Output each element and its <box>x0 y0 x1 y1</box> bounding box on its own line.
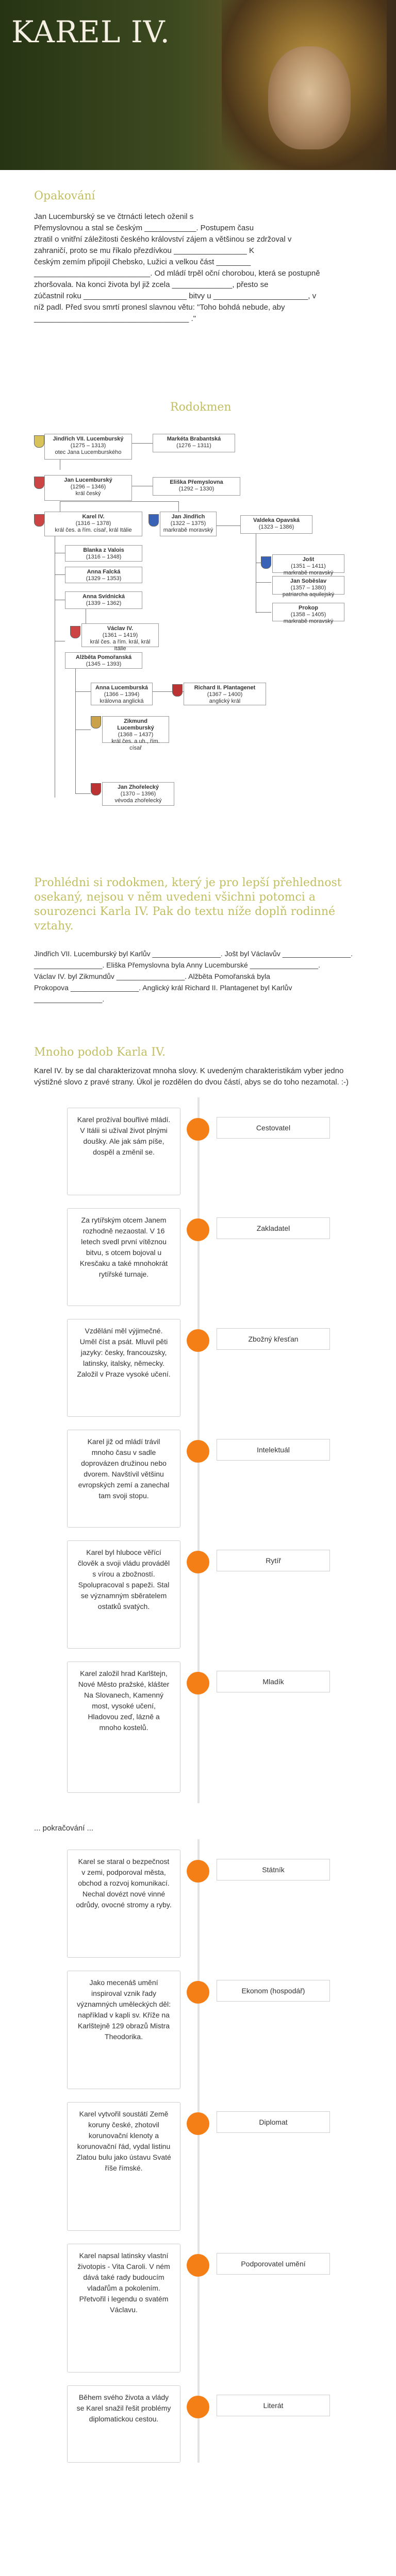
word-option[interactable]: Mladík <box>217 1671 330 1692</box>
word-option[interactable]: Rytíř <box>217 1550 330 1571</box>
word-option[interactable]: Podporovatel umění <box>217 2253 330 2275</box>
timeline-dot <box>187 1981 209 2004</box>
tree-node: Prokop (1358 – 1405) markrabě moravský <box>272 603 344 621</box>
text-line: Jan Lucemburský se ve čtrnácti letech oženil s <box>34 212 194 221</box>
text-line: Jindřich VII. Lucemburský byl Karlův _________________. Jošt byl Václavův _________________. <box>34 950 353 958</box>
tree-node: Václav IV. (1361 – 1419) král čes. a řím. král, král Itálie <box>81 623 159 647</box>
timeline-dot <box>187 1860 209 1883</box>
text-line: Václav IV. byl Zikmundův _________________. Alžběta Pomořanská byla <box>34 972 270 980</box>
characteristic-card: Karel napsal latinsky vlastní životopis - Vita Caroli. V ném dává také rady budoucím vladařům a pokolením. Přetvořil i legendu o svatém Václavu. <box>67 2244 180 2372</box>
characteristic-card: Vzdělání měl výjimečné. Uměl číst a psát. Mluvil pěti jazyky: česky, francouzsky, latinsky, italsky, německy. Založil v Praze vysoké učení. <box>67 1319 180 1417</box>
characteristic-card: Karel prožíval bouřlivé mládí. V Itálii si užíval život plnými doušky. Ale jak sám píše, dospěl a změnil se. <box>67 1108 180 1195</box>
characteristic-card: Karel vytvořil soustátí Země koruny české, zhotovil korunovační klenoty a korunovační řád, vydal listinu Zlatou bulu jako ústavu Svaté říše římské. <box>67 2102 180 2231</box>
characteristic-card: Jako mecenáš umění inspiroval vznik řady významných uměleckých děl: například v kapli sv. Kříže na Karlštejně 129 obrazů Mistra Theodorika. <box>67 1971 180 2089</box>
text-line: ____________________________________ ." <box>34 314 196 323</box>
timeline-dot <box>187 1218 209 1241</box>
tree-node: Anna Lucemburská (1366 – 1394) královna anglická <box>91 683 153 705</box>
tree-node: Karel IV. (1316 – 1378) král čes. a řím. císař, král Itálie <box>44 512 142 536</box>
tree-node: Markéta Brabantská (1276 – 1311) <box>153 434 235 452</box>
family-task-text <box>34 948 359 1005</box>
section-heading-opakovani: Opakování <box>34 190 95 202</box>
mnoho-intro: Karel IV. by se dal charakterizovat mnoha slovy. K uvedeným charakteristikám vyber jedno výstižné slovo z pravé strany. Úkol je rozdělen do dvou částí, abys se do toho nezamotal. :-) <box>34 1066 349 1087</box>
timeline-dot <box>187 1551 209 1573</box>
text-line: zúčastnil roku ________________________ bitvy u ______________________, v <box>34 292 317 300</box>
tree-node: Jan Soběslav (1357 – 1380) patriarcha aquilejský <box>272 576 344 595</box>
timeline-dot <box>187 1118 209 1141</box>
text-line: _________________. Eliška Přemyslovna byla Anny Lucemburské _________________. <box>34 961 320 969</box>
word-option[interactable]: Zbožný křesťan <box>217 1328 330 1350</box>
text-line: Prokopova _________________. Anglický král Richard II. Plantagenet byl Karlův _________________. <box>34 984 292 1003</box>
text-line: zahraničí, proto se mu říkalo přezdívkou _________________ K <box>34 246 254 255</box>
tree-node: Anna Svídnická (1339 – 1362) <box>65 591 142 609</box>
characteristic-card: Karel již od mládí trávil mnoho času v sadle doprovázen družinou nebo dvorem. Navštívil většinu evropských zemí a zanechal tam svoji stopu. <box>67 1430 180 1528</box>
timeline-dot <box>187 2254 209 2277</box>
word-option[interactable]: Diplomat <box>217 2111 330 2133</box>
section-heading-rodokmen: Rodokmen <box>170 401 232 414</box>
word-option[interactable]: Státník <box>217 1859 330 1880</box>
timeline-dot <box>187 1440 209 1463</box>
tree-node: Jindřich VII. Lucemburský (1275 – 1313) otec Jana Lucemburského <box>44 434 132 460</box>
characteristic-card: Během svého života a vlády se Karel snažil řešit problémy diplomatickou cestou. <box>67 2385 180 2463</box>
characteristic-card: Karel založil hrad Karlštejn, Nové Město pražské, klášter Na Slovanech, Kamenný most, vysoké učení, Hladovou zeď, lázně a mnoho kostelů. <box>67 1662 180 1793</box>
text-line: českým zemím připojil Chebsko, Lužici a velkou část ________ <box>34 258 251 266</box>
timeline-dot <box>187 1329 209 1352</box>
text-line: ztratil o vnitřní záležitosti českého království zájem a většinou se zdržoval v <box>34 235 292 244</box>
characteristic-card: Za rytířským otcem Janem rozhodně nezaostal. V 16 letech svedl první vítěznou bitvu, s otcem bojoval u Kresčaku a také mnohokrát rytířské turnaje. <box>67 1208 180 1306</box>
section-heading-mnoho-podob: Mnoho podob Karla IV. <box>34 1046 166 1059</box>
family-task-instruction: Prohlédni si rodokmen, který je pro lepší přehlednost osekaný, nejsou v něm uvedeni všichni potomci a sourozenci Karla IV. Pak do textu níže doplň rodinné vztahy. <box>34 876 342 933</box>
header-banner <box>0 0 396 170</box>
coat-of-arms-icon <box>34 477 44 489</box>
timeline-dot <box>187 2112 209 2135</box>
word-option[interactable]: Intelektuál <box>217 1439 330 1461</box>
tree-node: Jan Jindřich (1322 – 1375) markrabě moravský <box>160 512 217 536</box>
tree-node: Jan Lucemburský (1296 – 1346) král český <box>44 475 132 501</box>
tree-node: Blanka z Valois (1316 – 1348) <box>65 545 142 562</box>
text-line: ___________________________. Od mládí trpěl oční chorobou, která se postupně <box>34 269 320 278</box>
text-line: níž padl. Před svou smrtí pronesl slavnou větu: "Toho bohdá nebude, aby <box>34 303 285 312</box>
word-option[interactable]: Ekonom (hospodář) <box>217 1980 330 2002</box>
characteristic-card: Karel se staral o bezpečnost v zemi, podporoval města, obchod a rozvoj komunikací. Nechal dovézt nové vinné odrůdy, ovocné stromy a ryby. <box>67 1850 180 1958</box>
tree-node: Valdeka Opavská (1323 – 1386) <box>240 515 312 534</box>
opakovani-text <box>34 211 359 325</box>
coat-of-arms-icon <box>91 716 101 728</box>
timeline-dot <box>187 1672 209 1694</box>
word-option[interactable]: Zakladatel <box>217 1217 330 1239</box>
portrait-face <box>268 46 351 149</box>
coat-of-arms-icon <box>34 435 44 448</box>
tree-node: Zikmund Lucemburský (1368 – 1437) král čes. a uh., řím. císař <box>102 716 169 743</box>
tree-node: Jošt (1351 – 1411) markrabě moravský <box>272 554 344 573</box>
characteristic-card: Karel byl hluboce věřící člověk a svoji vládu prováděl s vírou a zbožností. Spolupracoval s papeži. Stal se významným sběratelem ostatků svatých. <box>67 1540 180 1649</box>
family-tree <box>34 428 364 840</box>
tree-node: Richard II. Plantagenet (1367 – 1400) anglický král <box>184 683 266 705</box>
page-title: KAREL IV. <box>11 14 170 49</box>
continuation-label: ... pokračování ... <box>34 1824 94 1833</box>
word-option[interactable]: Cestovatel <box>217 1117 330 1139</box>
coat-of-arms-icon <box>261 556 271 569</box>
text-line: Přemyslovnou a stal se českým ____________. Postupem času <box>34 224 254 232</box>
word-option[interactable]: Literát <box>217 2395 330 2416</box>
text-line: zhoršovala. Na konci života byl již zcela ______________, přesto se <box>34 280 269 289</box>
coat-of-arms-icon <box>172 684 183 697</box>
tree-node: Eliška Přemyslovna (1292 – 1330) <box>153 477 240 496</box>
tree-node: Jan Zhořelecký (1370 – 1396) vévoda zhořelecký <box>102 782 174 806</box>
coat-of-arms-icon <box>34 514 44 527</box>
tree-node: Anna Falcká (1329 – 1353) <box>65 567 142 583</box>
tree-node: Alžběta Pomořanská (1345 – 1393) <box>65 652 142 669</box>
coat-of-arms-icon <box>70 626 80 638</box>
coat-of-arms-icon <box>148 514 159 527</box>
timeline-line <box>197 1839 200 2463</box>
coat-of-arms-icon <box>91 783 101 795</box>
timeline-dot <box>187 2396 209 2418</box>
